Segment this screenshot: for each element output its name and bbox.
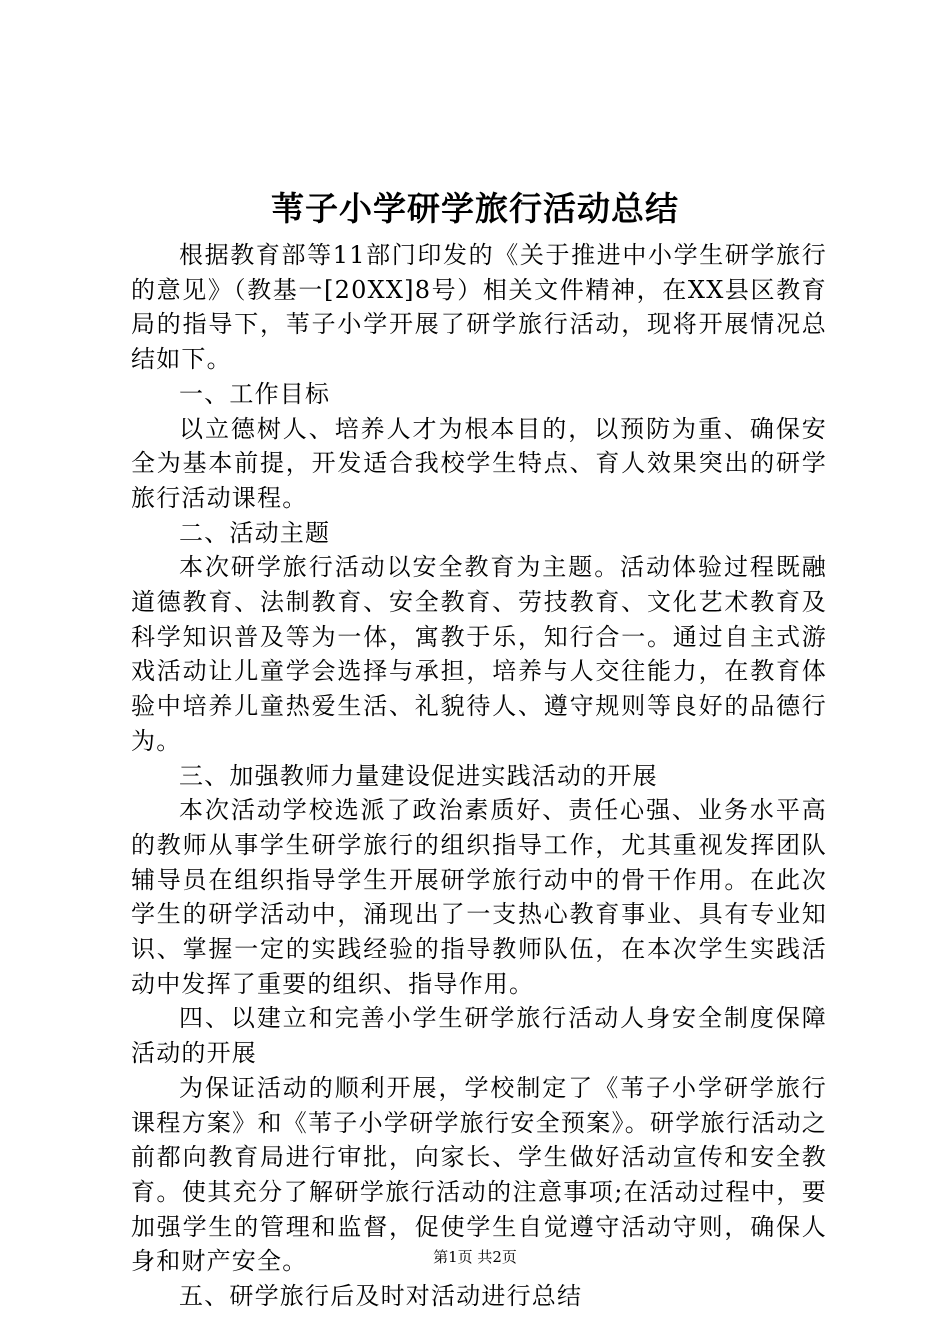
section-heading-goals: 一、工作目标 bbox=[179, 379, 331, 408]
paragraph-intro: 根据教育部等11部门印发的《关于推进中小学生研学旅行的意见》（教基一[20XX]8号）相关文件精神，在XX县区教育局的指导下，苇子小学开展了研学旅行活动，现将开展情况总结如下。 bbox=[131, 241, 827, 374]
paragraph-theme: 本次研学旅行活动以安全教育为主题。活动体验过程既融道德教育、法制教育、安全教育、劳技教育、文化艺术教育及科学知识普及等为一体，寓教于乐，知行合一。通过自主式游戏活动让儿童学会选择与承担，培养与人交往能力，在教育体验中培养儿童热爱生活、礼貌待人、遵守规则等良好的品德行为。 bbox=[131, 553, 827, 755]
section-heading-theme: 二、活动主题 bbox=[179, 518, 331, 547]
document-title: 苇子小学研学旅行活动总结 bbox=[271, 189, 679, 228]
document-body bbox=[131, 238, 827, 1314]
paragraph-goals: 以立德树人、培养人才为根本目的，以预防为重、确保安全为基本前提，开发适合我校学生特点、育人效果突出的研学旅行活动课程。 bbox=[131, 414, 827, 512]
page-number-footer: 第1页 共2页 bbox=[433, 1248, 517, 1266]
section-heading-teachers: 三、加强教师力量建设促进实践活动的开展 bbox=[179, 761, 658, 790]
section-heading-summary: 五、研学旅行后及时对活动进行总结 bbox=[179, 1282, 583, 1311]
paragraph-safety: 为保证活动的顺利开展，学校制定了《苇子小学研学旅行课程方案》和《苇子小学研学旅行安全预案》。研学旅行活动之前都向教育局进行审批，向家长、学生做好活动宣传和安全教育。使其充分了解研学旅行活动的注意事项;在活动过程中，要加强学生的管理和监督，促使学生自觉遵守活动守则，确保人身和财产安全。 bbox=[131, 1073, 827, 1276]
section-heading-safety: 四、以建立和完善小学生研学旅行活动人身安全制度保障活动的开展 bbox=[131, 1004, 827, 1068]
paragraph-teachers: 本次活动学校选派了政治素质好、责任心强、业务水平高的教师从事学生研学旅行的组织指导工作，尤其重视发挥团队辅导员在组织指导学生开展研学旅行动中的骨干作用。在此次学生的研学活动中，涌现出了一支热心教育事业、具有专业知识、掌握一定的实践经验的指导教师队伍，在本次学生实践活动中发挥了重要的组织、指导作用。 bbox=[131, 796, 827, 998]
